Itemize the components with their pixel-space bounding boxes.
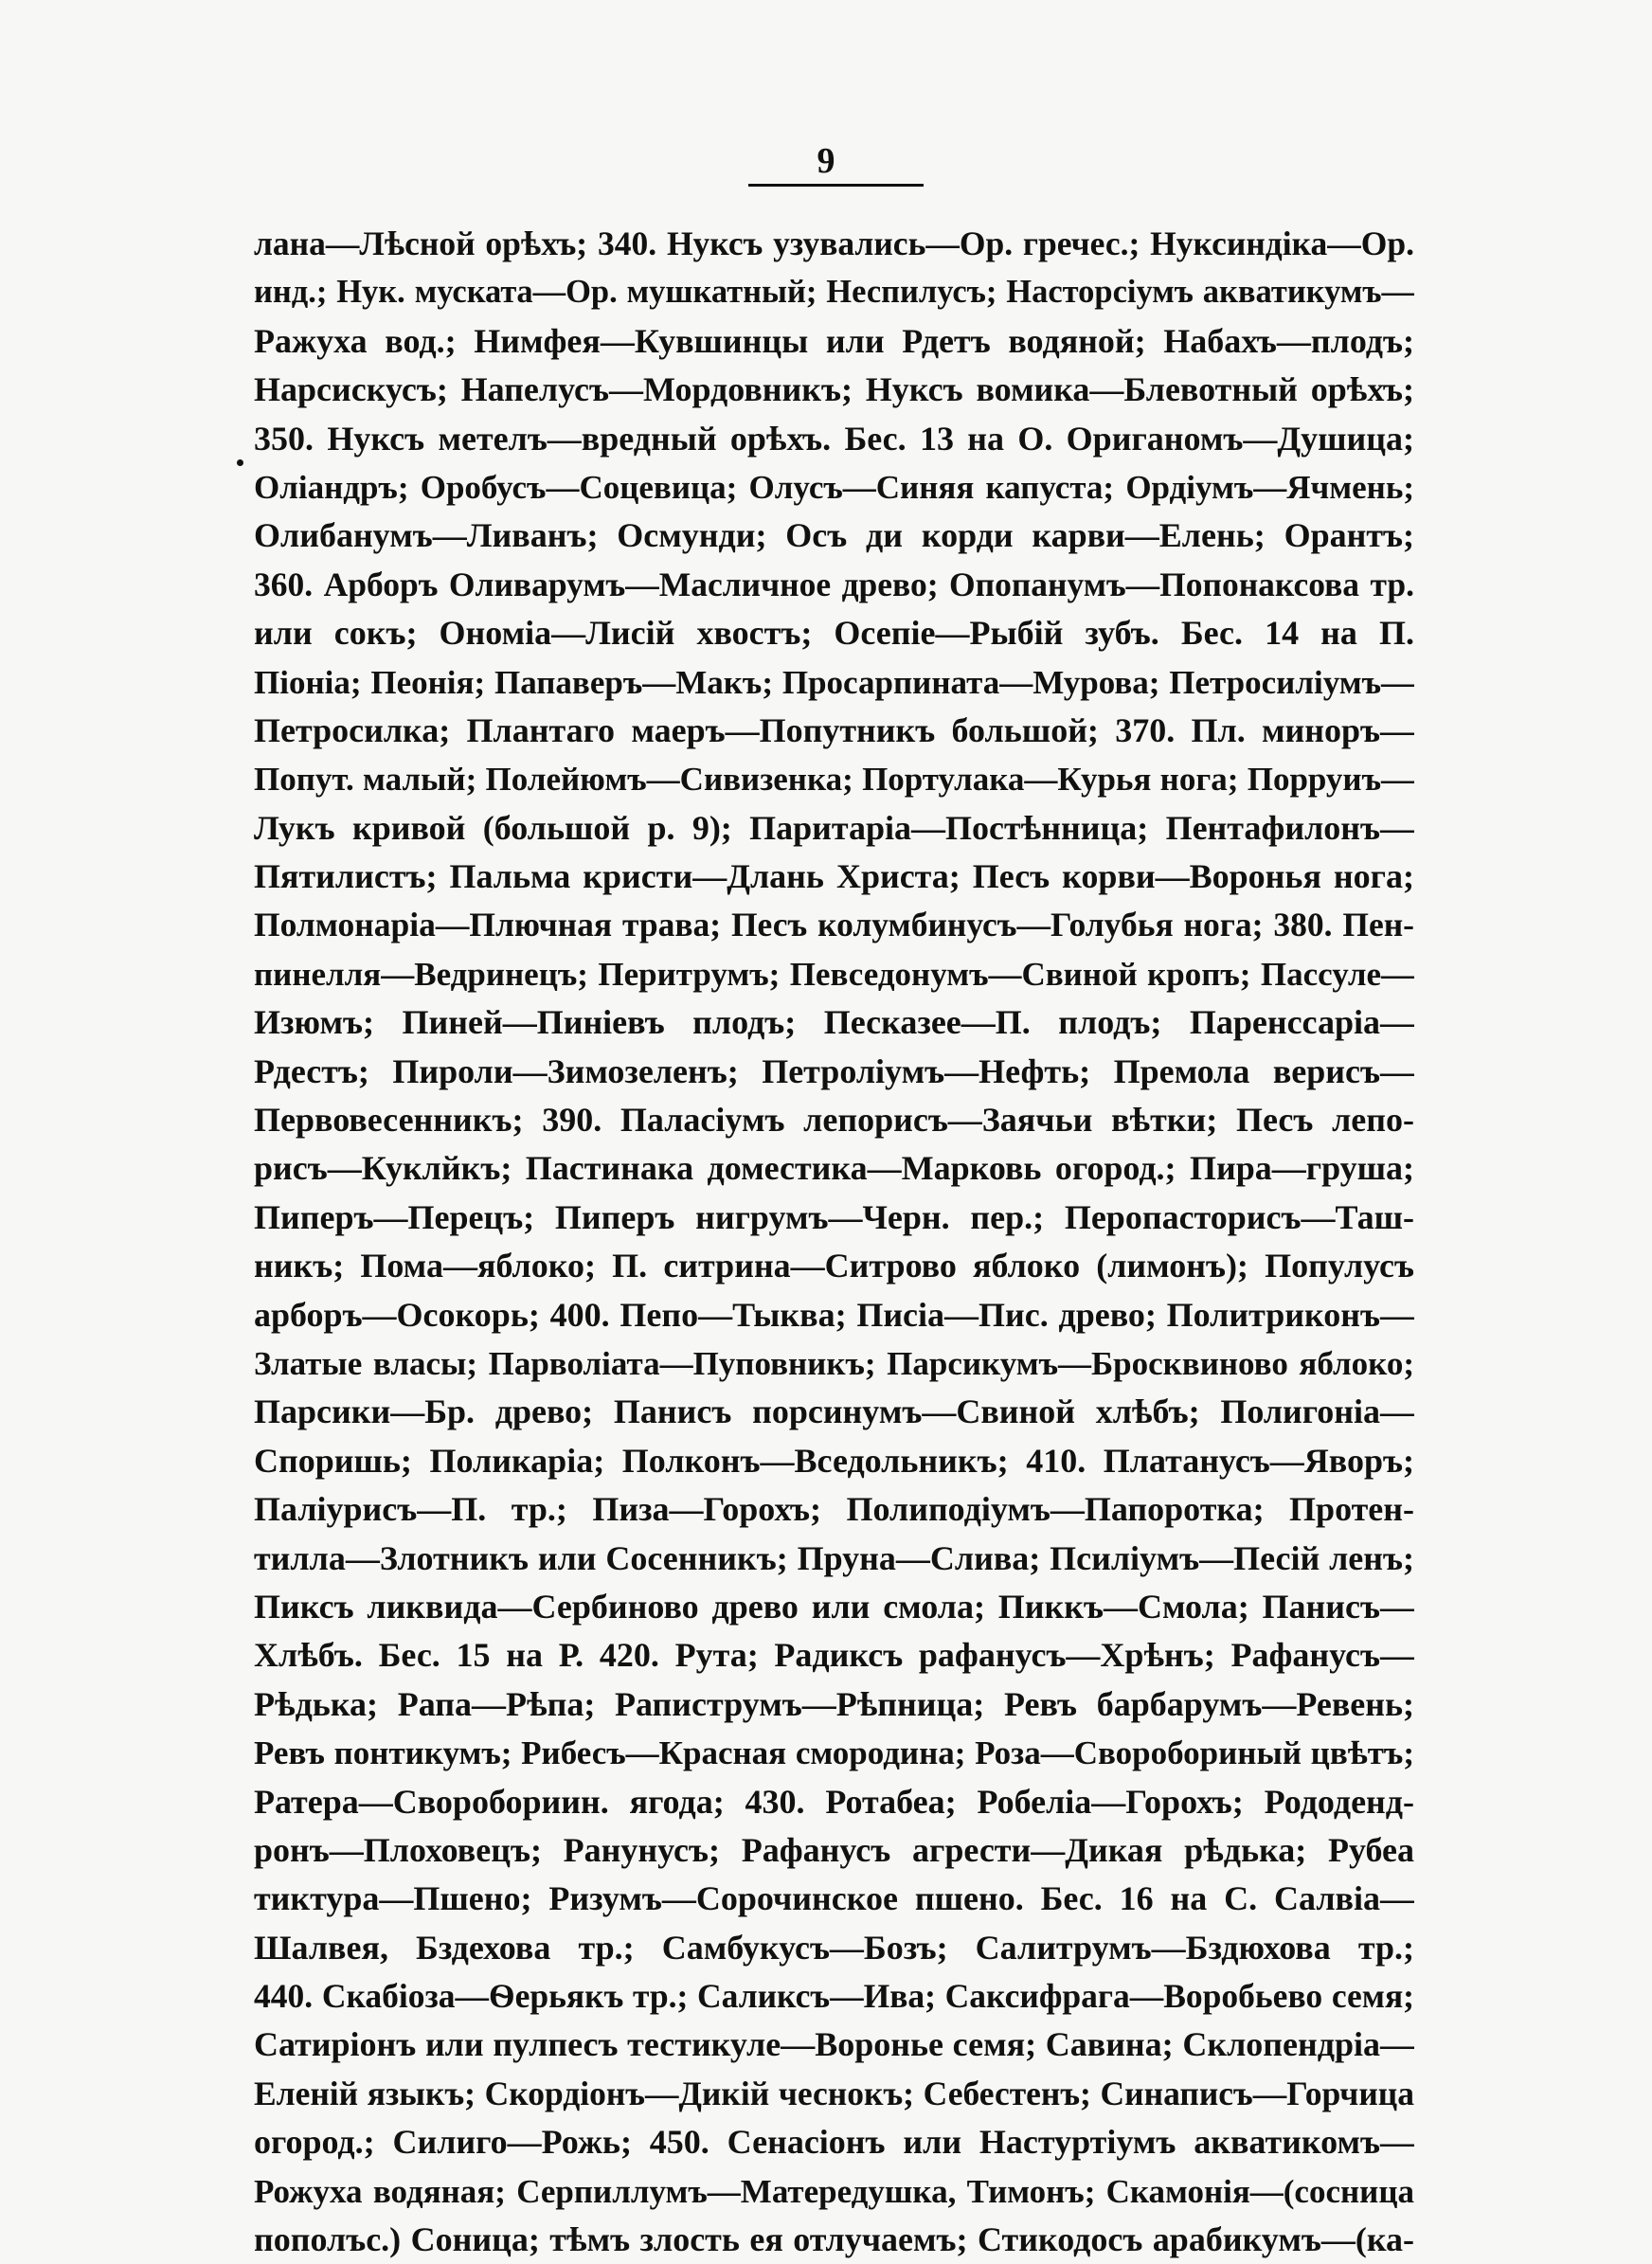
- text-line: Лукъ кривой (большой р. 9); Паритаріа—Постѣнница; Пентафилонъ—: [254, 808, 1414, 847]
- text-line: инд.; Нук. мускатa—Ор. мушкатный; Неспилусъ; Насторсіумъ акватикумъ—: [254, 274, 1414, 311]
- text-line: Ратера—Своробориин. ягода; 430. Ротабеа; Робеліа—Горохъ; Рододенд-: [254, 1782, 1414, 1821]
- page-number: 9: [817, 141, 835, 181]
- text-line: Пиксъ ликвида—Сербиново древо или смола; Пиккъ—Смола; Панисъ—: [254, 1587, 1414, 1626]
- header-rule: [748, 184, 924, 187]
- text-line: Попут. малый; Полейюмъ—Сивизенка; Портулака—Курья нога; Порруиъ—: [254, 761, 1414, 799]
- text-line: Олибанумъ—Ливанъ; Осмунди; Осъ ди корди карви—Елень; Орантъ;: [254, 516, 1414, 555]
- margin-mark: [237, 459, 243, 466]
- text-line: 350. Нуксъ метелъ—вредный орѣхъ. Бес. 13 на О. Ориганомъ—Душица;: [254, 419, 1414, 458]
- text-line: рисъ—Куклйкъ; Пастинака доместика—Марковь огород.; Пира—груша;: [254, 1149, 1414, 1188]
- text-line: Парсики—Бр. древо; Панисъ порсинумъ—Свиной хлѣбъ; Полигоніа—: [254, 1393, 1414, 1431]
- text-line: Паліурисъ—П. тр.; Пиза—Горохъ; Полиподіумъ—Папоротка; Протен-: [254, 1490, 1414, 1529]
- text-line: тиктура—Пшено; Ризумъ—Сорочинское пшено. Бес. 16 на С. Салвіа—: [254, 1879, 1414, 1918]
- text-line: Полмонаріа—Плючная трава; Песъ колумбинусъ—Голубья нога; 380. Пен-: [254, 906, 1414, 944]
- text-line: пополъс.) Соница; тѣмъ злость ея отлучаемъ; Стикодосъ арабикумъ—(ка-: [254, 2220, 1414, 2259]
- text-line: Нарсискусъ; Напелусъ—Мордовникъ; Нуксъ вомика—Блевотный орѣхъ;: [254, 370, 1414, 409]
- text-line: лана—Лѣсной орѣхъ; 340. Нуксъ узувались—Ор. гречес.; Нуксиндіка—Ор.: [254, 225, 1414, 262]
- text-line: Рѣдька; Рапа—Рѣпа; Рапиструмъ—Рѣпница; Ревъ барбарумъ—Ревень;: [254, 1684, 1414, 1723]
- text-line: Изюмъ; Пиней—Пиніевъ плодъ; Песказее—П. плодъ; Паренссаріа—: [254, 1003, 1414, 1042]
- text-line: Пиперъ—Перецъ; Пиперъ нигрумъ—Черн. пер.; Перопасторисъ—Таш-: [254, 1197, 1414, 1236]
- text-line: Рожуха водяная; Серпиллумъ—Матередушка, Тимонъ; Скамонія—(сосница: [254, 2172, 1414, 2210]
- text-line: Споришь; Поликаріа; Полконъ—Вседольникъ; 410. Платанусъ—Яворъ;: [254, 1441, 1414, 1480]
- text-line: Ревъ понтикумъ; Рибесъ—Красная смородина; Роза—Своробориный цвѣтъ;: [254, 1734, 1414, 1772]
- text-line: Златые власы; Парволіата—Пуповникъ; Парсикумъ—Бросквиново яблоко;: [254, 1344, 1414, 1382]
- text-line: пинелля—Ведринецъ; Перитрумъ; Певседонумъ—Свиной кропъ; Пассуле—: [254, 955, 1414, 993]
- text-line: никъ; Пома—яблоко; П. ситрина—Ситрово яблоко (лимонъ); Популусъ: [254, 1247, 1414, 1285]
- text-line: Петросилка; Плантаго маеръ—Попутникъ большой; 370. Пл. миноръ—: [254, 710, 1414, 749]
- text-line: огород.; Силиго—Рожь; 450. Сенасіонъ или Настуртіумъ акватикомъ—: [254, 2123, 1414, 2162]
- text-line: тилла—Злотникъ или Сосенникъ; Пруна—Слива; Псиліумъ—Песій ленъ;: [254, 1538, 1414, 1577]
- text-line: Еленій языкъ; Скордіонъ—Дикій чеснокъ; Себестенъ; Синаписъ—Горчица: [254, 2074, 1414, 2112]
- text-line: Піоніа; Пеонія; Папаверъ—Макъ; Просарпината—Мурова; Петросиліумъ—: [254, 663, 1414, 701]
- text-line: Рдестъ; Пироли—Зимозеленъ; Петроліумъ—Нефть; Премола верисъ—: [254, 1051, 1414, 1090]
- text-line: Шалвея, Бздехова тр.; Самбукусъ—Бозъ; Салитрумъ—Бздюхова тр.;: [254, 1928, 1414, 1967]
- text-line: 440. Скабіоза—Ѳерьякъ тр.; Саликсъ—Ива; Саксифрага—Воробьево семя;: [254, 1977, 1414, 2016]
- text-line: Оліандръ; Оробусъ—Соцевица; Олусъ—Синяя капуста; Ордіумъ—Ячмень;: [254, 468, 1414, 506]
- text-line: 360. Арборъ Оливарумъ—Масличное древо; Опопанумъ—Попонаксова тр.: [254, 565, 1414, 603]
- text-line: Хлѣбъ. Бес. 15 на Р. 420. Рута; Радиксъ рафанусъ—Хрѣнъ; Рафанусъ—: [254, 1636, 1414, 1675]
- text-line: Сатиріонъ или пулпесъ тестикуле—Воронье семя; Савина; Склопендріа—: [254, 2025, 1414, 2064]
- text-line: Ражуха вод.; Нимфея—Кувшинцы или Рдетъ водяной; Набахъ—плодъ;: [254, 321, 1414, 360]
- body-text: [254, 220, 1414, 2264]
- text-line: Первовесенникъ; 390. Паласіумъ лепорисъ—Заячьи вѣтки; Песъ лепо-: [254, 1101, 1414, 1140]
- text-line: ронъ—Плоховецъ; Ранунусъ; Рафанусъ агрести—Дикая рѣдька; Рубеа: [254, 1830, 1414, 1869]
- text-line: арборъ—Осокорь; 400. Пепо—Тыква; Писіа—Пис. древо; Политриконъ—: [254, 1295, 1414, 1334]
- text-line: Пятилистъ; Пальма кристи—Длань Христа; Песъ корви—Воронья нога;: [254, 857, 1414, 896]
- text-line: или сокъ; Ономіа—Лисій хвостъ; Осепіе—Рыбій зубъ. Бес. 14 на П.: [254, 614, 1414, 653]
